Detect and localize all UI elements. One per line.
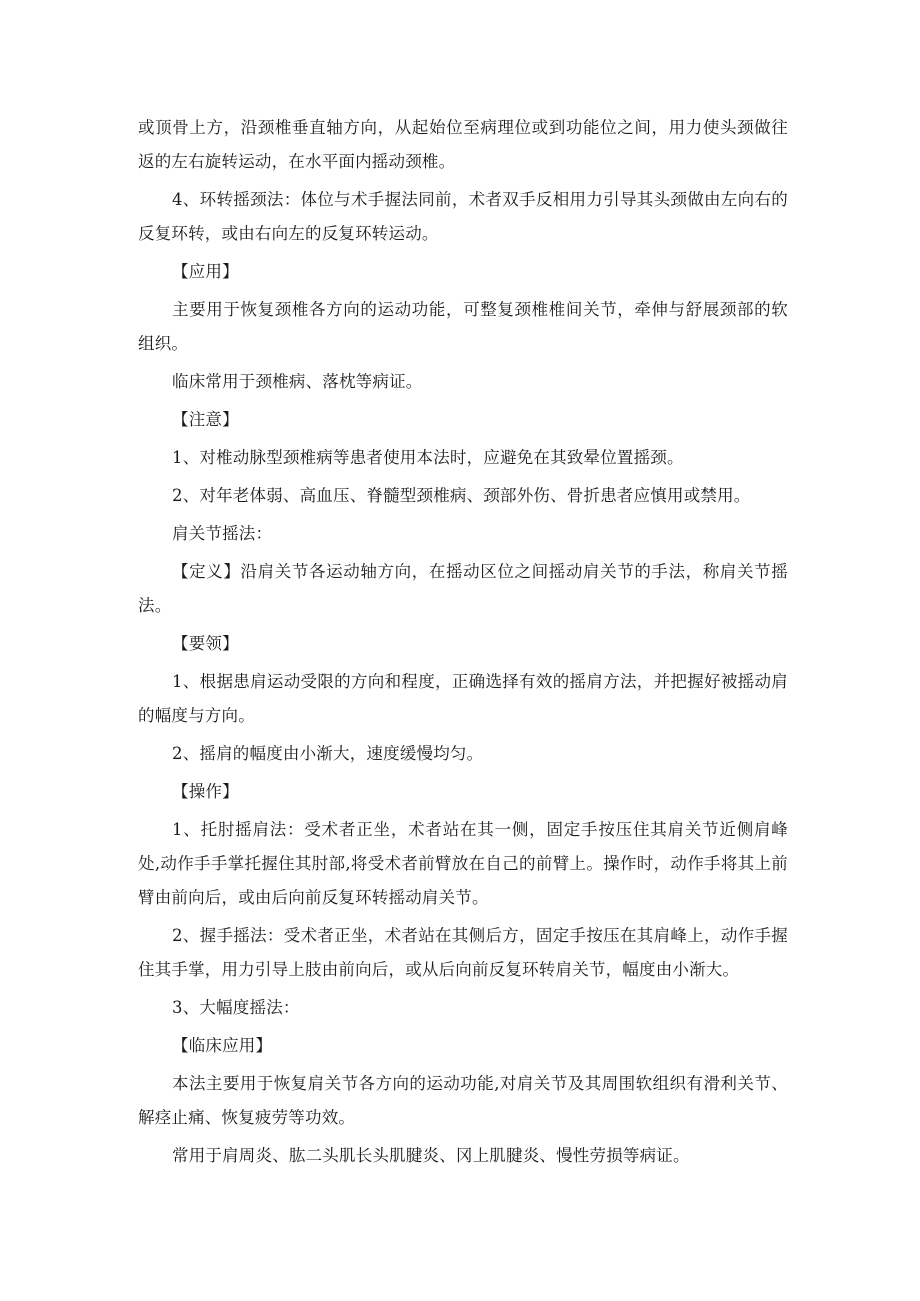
paragraph-operation-2: 2、握手摇法：受术者正坐，术者站在其侧后方，固定手按压在其肩峰上，动作手握住其手掌，用力引导上肢由前向后，或从后向前反复环转肩关节，幅度由小渐大。 [138, 926, 788, 979]
paragraph-common-use: 常用于肩周炎、肱二头肌长头肌腱炎、冈上肌腱炎、慢性劳损等病证。 [172, 1146, 690, 1165]
paragraph-clinical-application: 本法主要用于恢复肩关节各方向的运动功能,对肩关节及其周围软组织有滑利关节、解痉止痛、恢复疲劳等功效。 [138, 1074, 788, 1127]
paragraph-clinical-use: 临床常用于颈椎病、落枕等病证。 [172, 372, 423, 391]
paragraph-operation-1: 1、托肘摇肩法：受术者正坐，术者站在其一侧，固定手按压住其肩关节近侧肩峰处,动作手手掌托握住其肘部,将受术者前臂放在自己的前臂上。操作时，动作手将其上前臂由前向后，或由后向前反复环转摇动肩关节。 [138, 820, 788, 907]
paragraph-essentials-1: 1、根据患肩运动受限的方向和程度，正确选择有效的摇肩方法，并把握好被摇动肩的幅度与方向。 [138, 672, 788, 725]
paragraph-operation-3: 3、大幅度摇法： [172, 998, 300, 1017]
heading-operation: 【操作】 [172, 782, 239, 801]
paragraph-essentials-2: 2、摇肩的幅度由小渐大，速度缓慢均匀。 [172, 744, 484, 763]
heading-caution: 【注意】 [172, 410, 239, 429]
paragraph-caution-1: 1、对椎动脉型颈椎病等患者使用本法时，应避免在其致晕位置摇颈。 [172, 448, 684, 467]
heading-shoulder-rocking: 肩关节摇法： [172, 524, 273, 543]
heading-clinical-application: 【临床应用】 [172, 1036, 273, 1055]
paragraph-definition: 【定义】沿肩关节各运动轴方向，在摇动区位之间摇动肩关节的手法，称肩关节摇法。 [138, 562, 788, 615]
paragraph-ring-rotation-neck: 4、环转摇颈法：体位与术手握法同前，术者双手反相用力引导其头颈做由左向右的反复环转，或由右向左的反复环转运动。 [138, 190, 788, 243]
heading-application: 【应用】 [172, 262, 239, 281]
heading-essentials: 【要领】 [172, 634, 239, 653]
paragraph-continued: 或顶骨上方，沿颈椎垂直轴方向，从起始位至病理位或到功能位之间，用力使头颈做往返的左右旋转运动，在水平面内摇动颈椎。 [138, 118, 788, 171]
paragraph-caution-2: 2、对年老体弱、高血压、脊髓型颈椎病、颈部外伤、骨折患者应慎用或禁用。 [172, 486, 751, 505]
document-body [138, 111, 788, 1173]
paragraph-application-main: 主要用于恢复颈椎各方向的运动功能，可整复颈椎椎间关节，牵伸与舒展颈部的软组织。 [138, 300, 788, 353]
